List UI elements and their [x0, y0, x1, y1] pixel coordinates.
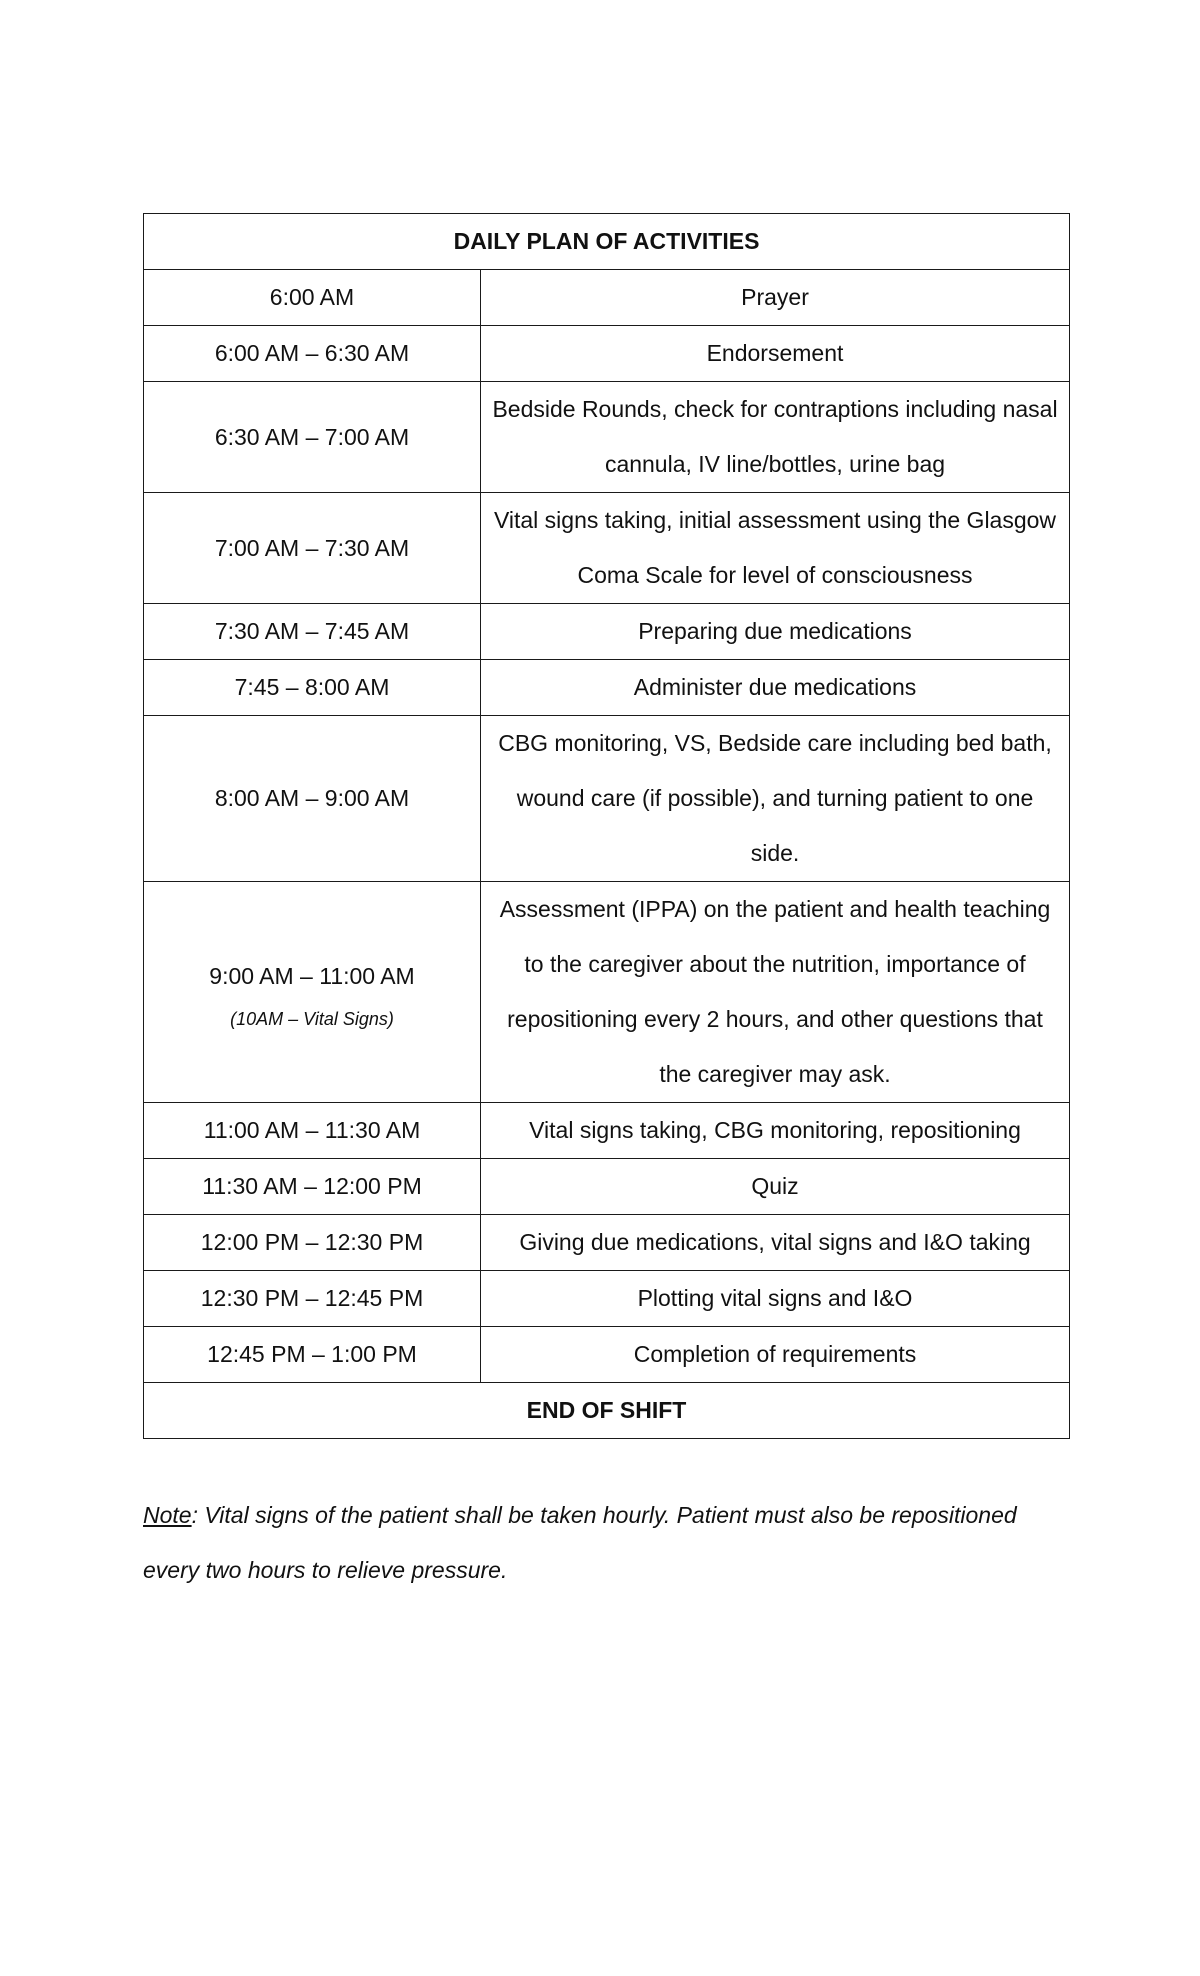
time-cell: 6:30 AM – 7:00 AM	[144, 382, 481, 493]
note-label: Note	[143, 1502, 192, 1528]
table-row	[144, 1103, 1070, 1159]
activity-cell: Bedside Rounds, check for contraptions including nasal cannula, IV line/bottles, urine bag	[481, 382, 1070, 493]
activity-cell: Completion of requirements	[481, 1327, 1070, 1383]
time-cell	[144, 882, 481, 1103]
time-note: (10AM – Vital Signs)	[230, 1008, 394, 1029]
time-cell: 7:30 AM – 7:45 AM	[144, 604, 481, 660]
note-paragraph	[143, 1488, 1073, 1598]
activity-cell: Quiz	[481, 1159, 1070, 1215]
time-cell: 6:00 AM	[144, 270, 481, 326]
note-text: : Vital signs of the patient shall be taken hourly. Patient must also be repositioned every two hours to relieve pressure.	[143, 1502, 1017, 1583]
table-row	[144, 493, 1070, 604]
activity-cell: Endorsement	[481, 326, 1070, 382]
activity-cell: CBG monitoring, VS, Bedside care including bed bath, wound care (if possible), and turning patient to one side.	[481, 716, 1070, 882]
time-cell: 12:30 PM – 12:45 PM	[144, 1271, 481, 1327]
activity-cell: Vital signs taking, initial assessment using the Glasgow Coma Scale for level of consciousness	[481, 493, 1070, 604]
time-cell: 8:00 AM – 9:00 AM	[144, 716, 481, 882]
daily-plan-table	[143, 213, 1070, 1439]
table-row	[144, 604, 1070, 660]
time-cell: 11:00 AM – 11:30 AM	[144, 1103, 481, 1159]
time-cell: 12:00 PM – 12:30 PM	[144, 1215, 481, 1271]
table-row	[144, 716, 1070, 882]
activity-cell: Giving due medications, vital signs and I&O taking	[481, 1215, 1070, 1271]
table-row	[144, 270, 1070, 326]
time-cell: 7:45 – 8:00 AM	[144, 660, 481, 716]
activity-cell: Plotting vital signs and I&O	[481, 1271, 1070, 1327]
table-title: DAILY PLAN OF ACTIVITIES	[144, 214, 1070, 270]
table-row	[144, 1271, 1070, 1327]
time-cell: 7:00 AM – 7:30 AM	[144, 493, 481, 604]
table-row	[144, 1327, 1070, 1383]
table-header-row	[144, 214, 1070, 270]
activity-cell: Administer due medications	[481, 660, 1070, 716]
time-cell: 6:00 AM – 6:30 AM	[144, 326, 481, 382]
table-footer: END OF SHIFT	[144, 1383, 1070, 1439]
table-row	[144, 882, 1070, 1103]
table-row	[144, 382, 1070, 493]
table-row	[144, 660, 1070, 716]
table-row	[144, 1159, 1070, 1215]
table-footer-row	[144, 1383, 1070, 1439]
time-cell: 12:45 PM – 1:00 PM	[144, 1327, 481, 1383]
activity-cell: Assessment (IPPA) on the patient and health teaching to the caregiver about the nutrition, importance of repositioning every 2 hours, and other questions that the caregiver may ask.	[481, 882, 1070, 1103]
time-range: 9:00 AM – 11:00 AM	[209, 962, 415, 989]
table-row	[144, 1215, 1070, 1271]
activity-cell: Prayer	[481, 270, 1070, 326]
activity-cell: Vital signs taking, CBG monitoring, repositioning	[481, 1103, 1070, 1159]
time-cell: 11:30 AM – 12:00 PM	[144, 1159, 481, 1215]
activity-cell: Preparing due medications	[481, 604, 1070, 660]
table-row	[144, 326, 1070, 382]
